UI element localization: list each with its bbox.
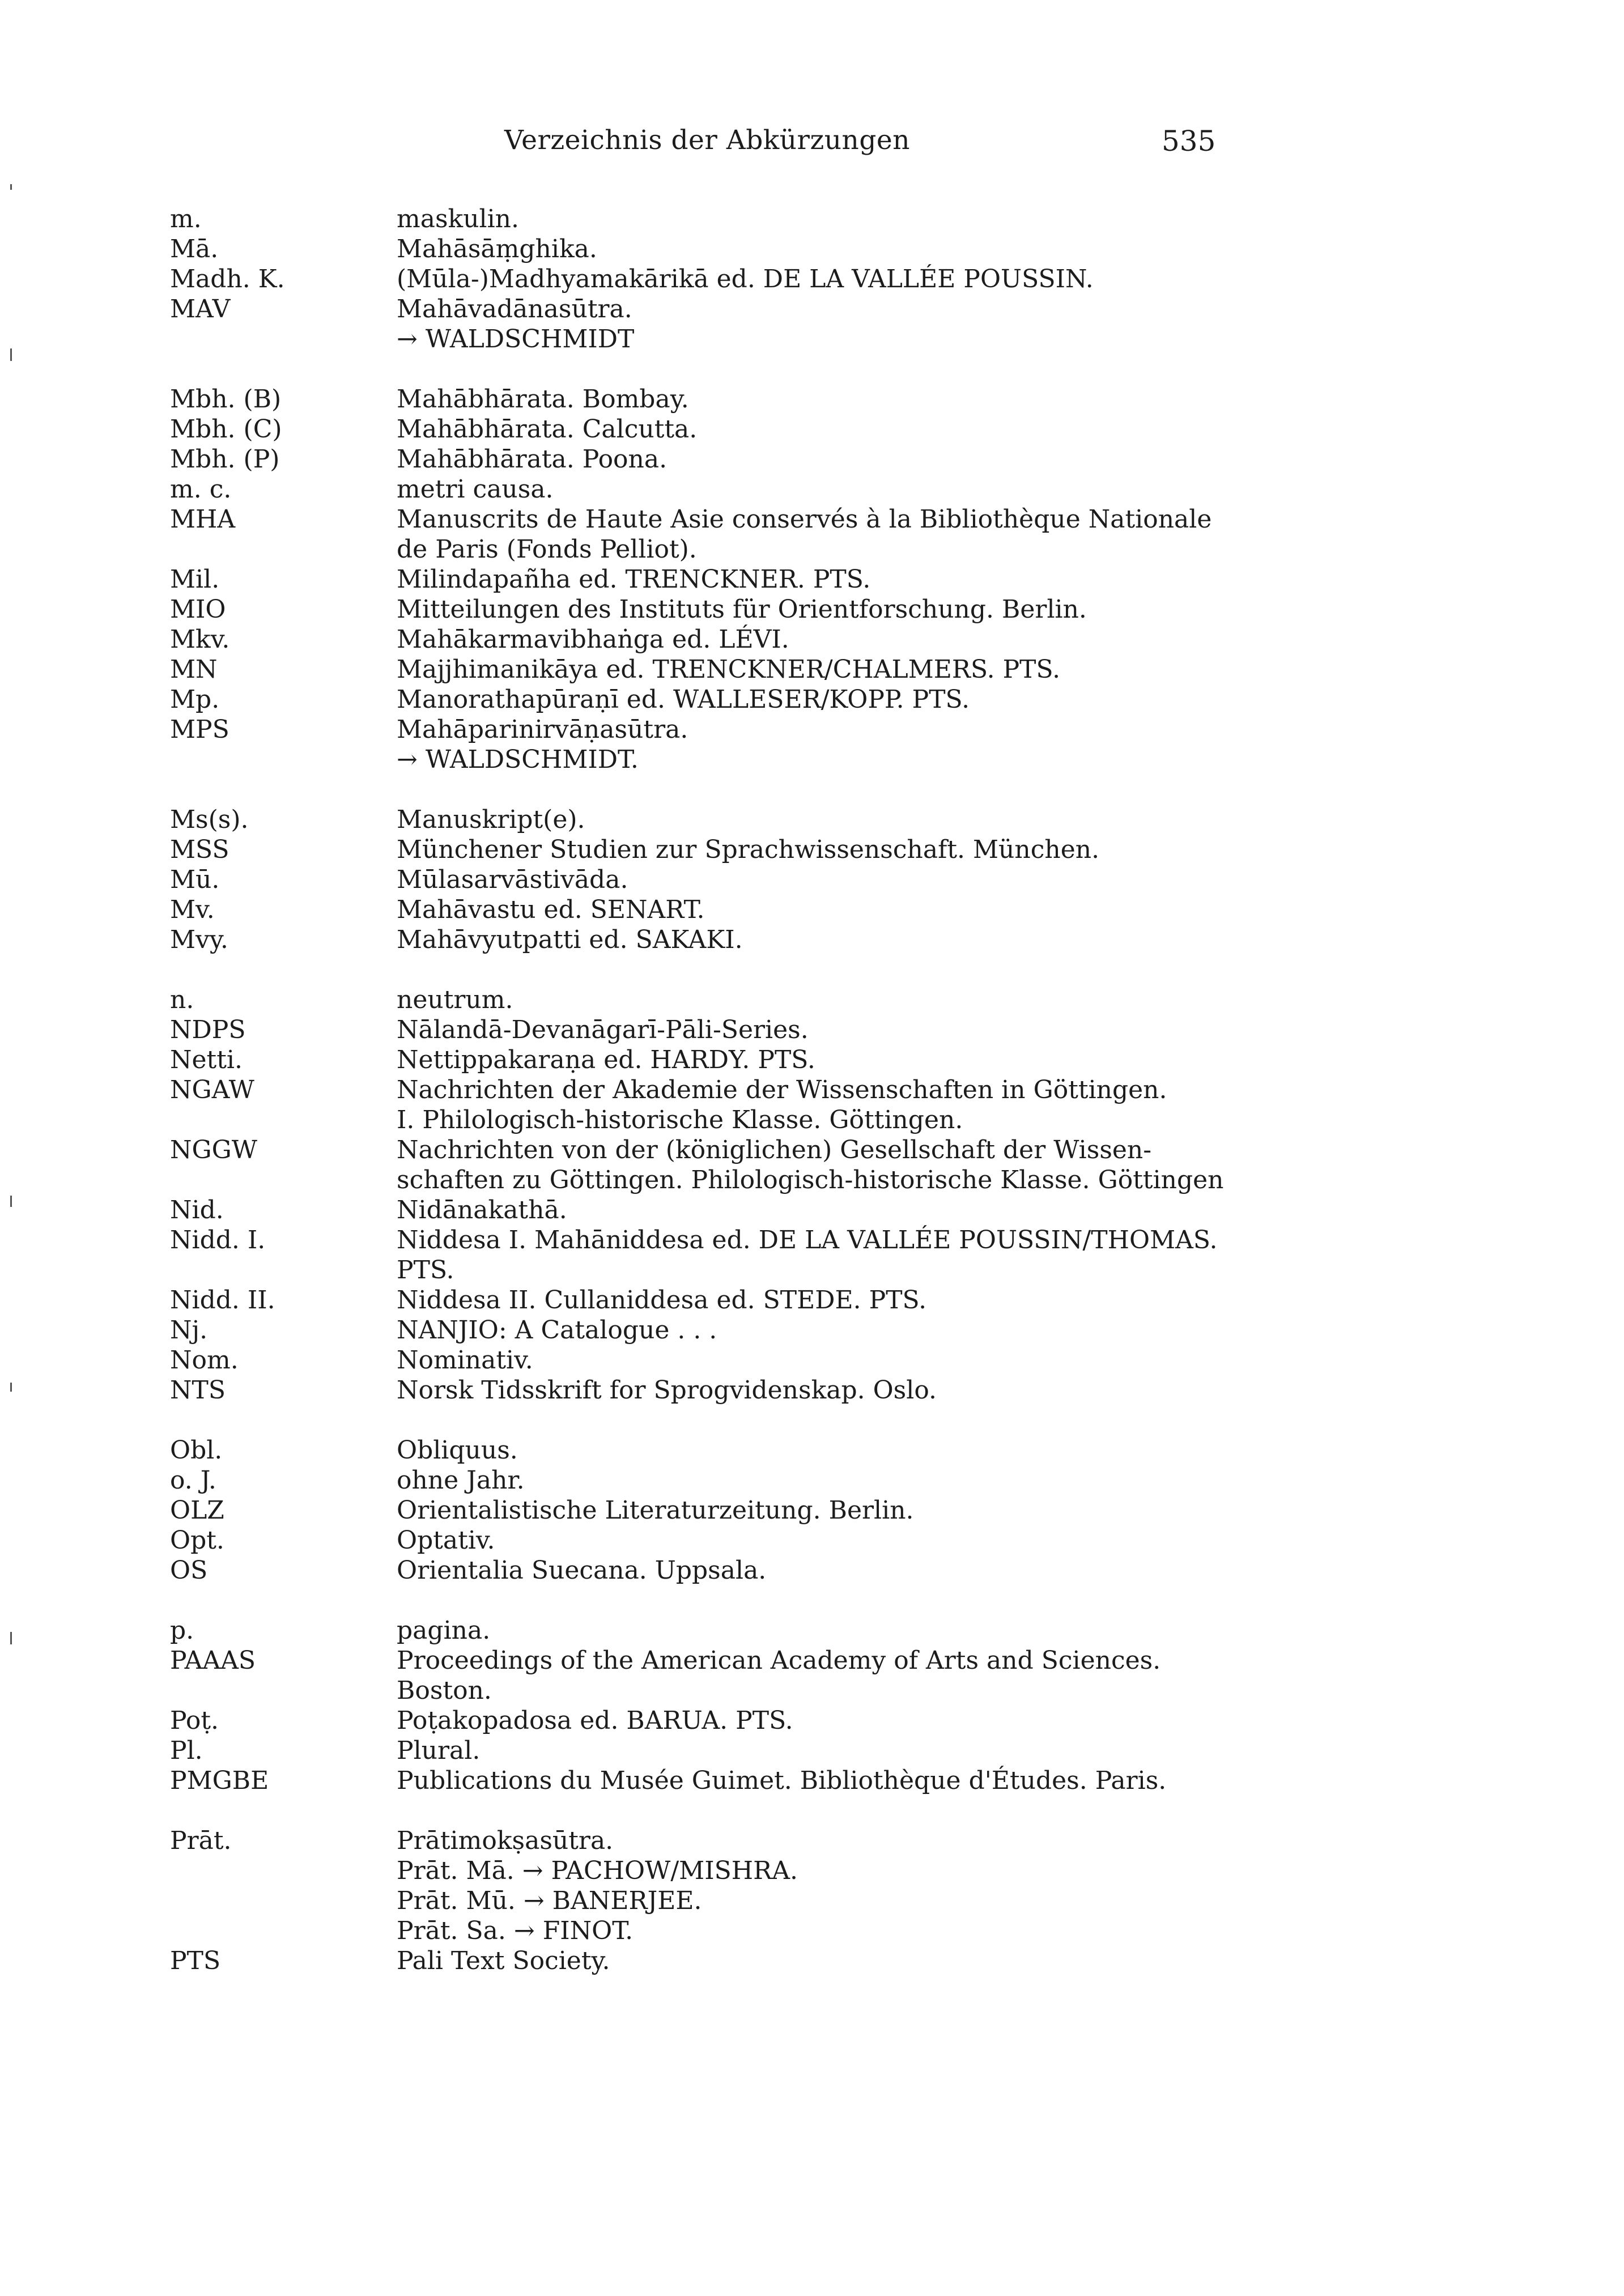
expansion-line: Prāt. Sa. → FINOT. <box>397 1916 634 1945</box>
expansion <box>397 564 1247 594</box>
running-header-title: Verzeichnis der Abkürzungen <box>504 125 910 156</box>
expansion <box>397 1615 1247 1646</box>
abbreviation: Mbh. (P) <box>170 445 280 474</box>
expansion-line: Mitteilungen des Instituts für Orientforschung. Berlin. <box>397 595 1087 624</box>
expansion-line: Nālandā-Devanāgarī-Pāli-Series. <box>397 1015 809 1044</box>
abbreviation: Opt. <box>170 1526 224 1555</box>
expansion <box>397 594 1247 624</box>
abbreviation-entry <box>170 1465 1247 1495</box>
expansion <box>397 1315 1247 1345</box>
expansion-line: Mūlasarvāstivāda. <box>397 865 628 894</box>
abbreviation-entry <box>170 1646 1247 1706</box>
margin-mark <box>10 1632 12 1644</box>
expansion <box>397 1285 1247 1315</box>
expansion <box>397 474 1247 504</box>
expansion-line: Mahābhārata. Poona. <box>397 445 668 474</box>
margin-mark <box>10 184 12 190</box>
abbreviation: Obl. <box>170 1436 223 1465</box>
expansion-line: Prāt. Mā. → PACHOW/MISHRA. <box>397 1856 798 1885</box>
abbreviation: Mkv. <box>170 625 230 654</box>
expansion <box>397 1075 1247 1135</box>
abbreviation-entry <box>170 1615 1247 1646</box>
abbreviation: Mil. <box>170 565 220 594</box>
abbreviation: Poṭ. <box>170 1706 219 1735</box>
expansion-line: Nominativ. <box>397 1346 533 1375</box>
expansion-line: Mahāvadānasūtra. <box>397 295 632 324</box>
abbreviation: Ms(s). <box>170 805 249 834</box>
expansion-line: Mahāsāṃghika. <box>397 235 597 263</box>
abbreviation: Madh. K. <box>170 265 285 294</box>
abbreviation: MPS <box>170 715 229 744</box>
abbreviation: OLZ <box>170 1496 224 1525</box>
expansion <box>397 294 1247 354</box>
expansion <box>397 384 1247 414</box>
abbreviation-entry <box>170 1946 1247 1976</box>
group-gap <box>170 1796 1247 1826</box>
expansion <box>397 985 1247 1015</box>
abbreviation-entry <box>170 684 1247 715</box>
abbreviation-entry <box>170 384 1247 414</box>
abbreviation: p. <box>170 1616 194 1645</box>
expansion <box>397 925 1247 955</box>
abbreviation-entry <box>170 1826 1247 1946</box>
expansion-line: Niddesa I. Mahāniddesa ed. DE LA VALLÉE POUSSIN/THOMAS. <box>397 1226 1218 1255</box>
expansion <box>397 624 1247 654</box>
group-gap <box>170 1405 1247 1435</box>
page-number: 535 <box>1162 125 1216 158</box>
abbreviation-entry <box>170 1075 1247 1135</box>
expansion-line: neutrum. <box>397 985 513 1014</box>
abbreviation: NTS <box>170 1376 226 1405</box>
expansion <box>397 865 1247 895</box>
expansion-line: Milindapañha ed. TRENCKNER. PTS. <box>397 565 871 594</box>
abbreviation-entry <box>170 1045 1247 1075</box>
expansion-line: Orientalistische Literaturzeitung. Berlin. <box>397 1496 914 1525</box>
abbreviation-entry <box>170 204 1247 234</box>
abbreviation-entry <box>170 234 1247 264</box>
abbreviation: Mū. <box>170 865 220 894</box>
abbreviation: Nj. <box>170 1316 208 1345</box>
expansion-line: Mahāvyutpatti ed. SAKAKI. <box>397 925 743 954</box>
abbreviation: Mv. <box>170 895 215 924</box>
expansion-line: Obliquus. <box>397 1436 518 1465</box>
abbreviation: PMGBE <box>170 1766 269 1795</box>
group-gap <box>170 775 1247 805</box>
abbreviation: MHA <box>170 505 236 534</box>
expansion-line: → WALDSCHMIDT <box>397 325 635 354</box>
abbreviation: Nid. <box>170 1196 224 1224</box>
margin-mark <box>10 1383 12 1392</box>
group-gap <box>170 354 1247 384</box>
abbreviation-entry <box>170 1375 1247 1405</box>
margin-mark <box>10 1196 12 1207</box>
abbreviation: Pl. <box>170 1736 203 1765</box>
expansion <box>397 1525 1247 1555</box>
abbreviation-entry <box>170 835 1247 865</box>
abbreviation: Mbh. (C) <box>170 415 282 444</box>
expansion-line: Nachrichten von der (königlichen) Gesellschaft der Wissen- <box>397 1136 1152 1164</box>
expansion <box>397 1766 1247 1796</box>
expansion <box>397 1135 1247 1195</box>
abbreviation-entry <box>170 474 1247 504</box>
expansion-line: Manuskript(e). <box>397 805 585 834</box>
expansion-line: Pali Text Society. <box>397 1946 610 1975</box>
abbreviation-entry <box>170 985 1247 1015</box>
expansion-line: Nettippakaraṇa ed. HARDY. PTS. <box>397 1045 815 1074</box>
expansion <box>397 414 1247 444</box>
expansion-line: Plural. <box>397 1736 481 1765</box>
expansion <box>397 654 1247 684</box>
expansion <box>397 264 1247 294</box>
abbreviation: Mp. <box>170 685 220 714</box>
abbreviation: Nom. <box>170 1346 239 1375</box>
abbreviation: MSS <box>170 835 229 864</box>
expansion-line: Mahābhārata. Calcutta. <box>397 415 698 444</box>
expansion-line: de Paris (Fonds Pelliot). <box>397 535 697 564</box>
expansion-line: Optativ. <box>397 1526 495 1555</box>
expansion <box>397 1225 1247 1285</box>
expansion <box>397 504 1247 564</box>
abbreviation-entry <box>170 1345 1247 1375</box>
expansion-line: Boston. <box>397 1676 492 1705</box>
expansion-line: I. Philologisch-historische Klasse. Göttingen. <box>397 1106 963 1134</box>
expansion-line: Majjhimanikāya ed. TRENCKNER/CHALMERS. PTS. <box>397 655 1061 684</box>
expansion-line: Nidānakathā. <box>397 1196 567 1224</box>
expansion <box>397 1555 1247 1585</box>
expansion-line: Orientalia Suecana. Uppsala. <box>397 1556 767 1585</box>
abbreviation-entry <box>170 1766 1247 1796</box>
expansion <box>397 715 1247 775</box>
expansion-line: Nachrichten der Akademie der Wissenschaften in Göttingen. <box>397 1075 1167 1104</box>
abbreviation-entry <box>170 1135 1247 1195</box>
expansion <box>397 1195 1247 1225</box>
expansion <box>397 805 1247 835</box>
abbreviation-entry <box>170 1495 1247 1525</box>
abbreviation: PAAAS <box>170 1646 256 1675</box>
abbreviation: m. c. <box>170 475 232 504</box>
expansion-line: Mahābhārata. Bombay. <box>397 385 689 414</box>
expansion-line: pagina. <box>397 1616 491 1645</box>
margin-mark <box>10 348 12 361</box>
abbreviation-entry <box>170 1225 1247 1285</box>
expansion-line: (Mūla-)Madhyamakārikā ed. DE LA VALLÉE POUSSIN. <box>397 265 1094 294</box>
expansion <box>397 1706 1247 1736</box>
expansion <box>397 1435 1247 1465</box>
abbreviation: Mā. <box>170 235 219 263</box>
abbreviation: NDPS <box>170 1015 246 1044</box>
abbreviation: Mvy. <box>170 925 228 954</box>
expansion-line: ohne Jahr. <box>397 1466 525 1495</box>
expansion-line: Prāt. Mū. → BANERJEE. <box>397 1886 702 1915</box>
expansion <box>397 1495 1247 1525</box>
abbreviation-entry <box>170 865 1247 895</box>
abbreviation-entry <box>170 805 1247 835</box>
abbreviation-entry <box>170 1525 1247 1555</box>
abbreviation-entry <box>170 1736 1247 1766</box>
abbreviation-entry <box>170 895 1247 925</box>
abbreviation: o. J. <box>170 1466 216 1495</box>
expansion <box>397 234 1247 264</box>
expansion <box>397 1646 1247 1706</box>
abbreviation: Mbh. (B) <box>170 385 282 414</box>
abbreviation-entry <box>170 1555 1247 1585</box>
abbreviation-entry <box>170 264 1247 294</box>
abbreviation-entry <box>170 1435 1247 1465</box>
expansion-line: Poṭakopadosa ed. BARUA. PTS. <box>397 1706 793 1735</box>
abbreviation-entry <box>170 444 1247 474</box>
abbreviation-entry <box>170 594 1247 624</box>
abbreviation-entry <box>170 624 1247 654</box>
abbreviation: MAV <box>170 295 231 324</box>
abbreviation-entry <box>170 925 1247 955</box>
expansion-line: Mahāparinirvāṇasūtra. <box>397 715 688 744</box>
expansion <box>397 204 1247 234</box>
expansion-line: NANJIO: A Catalogue . . . <box>397 1316 717 1345</box>
abbreviation: Nidd. II. <box>170 1286 275 1315</box>
expansion <box>397 1375 1247 1405</box>
abbreviation-entry <box>170 715 1247 775</box>
abbreviation-entry <box>170 1315 1247 1345</box>
expansion <box>397 895 1247 925</box>
expansion-line: maskulin. <box>397 205 520 233</box>
expansion <box>397 1465 1247 1495</box>
expansion-line: Mahākarmavibhaṅga ed. LÉVI. <box>397 625 789 654</box>
expansion-line: Manorathapūraṇī ed. WALLESER/KOPP. PTS. <box>397 685 970 714</box>
abbreviation: Nidd. I. <box>170 1226 266 1255</box>
abbreviation: OS <box>170 1556 208 1585</box>
abbreviation-entry <box>170 1285 1247 1315</box>
expansion-line: → WALDSCHMIDT. <box>397 745 639 774</box>
abbreviation-entry <box>170 1195 1247 1225</box>
abbreviation: MIO <box>170 595 226 624</box>
abbreviation-list <box>170 204 1247 1976</box>
abbreviation: NGGW <box>170 1136 258 1164</box>
abbreviation: Prāt. <box>170 1826 232 1855</box>
expansion <box>397 1946 1247 1976</box>
abbreviation-entry <box>170 414 1247 444</box>
expansion-line: Norsk Tidsskrift for Sprogvidenskap. Oslo. <box>397 1376 937 1405</box>
expansion-line: Münchener Studien zur Sprachwissenschaft. München. <box>397 835 1100 864</box>
group-gap <box>170 1585 1247 1615</box>
abbreviation: PTS <box>170 1946 221 1975</box>
abbreviation-entry <box>170 294 1247 354</box>
expansion-line: Manuscrits de Haute Asie conservés à la Bibliothèque Nationale <box>397 505 1212 534</box>
expansion <box>397 1826 1247 1946</box>
abbreviation-entry <box>170 654 1247 684</box>
abbreviation-entry <box>170 1015 1247 1045</box>
abbreviation: MN <box>170 655 218 684</box>
abbreviation: n. <box>170 985 194 1014</box>
expansion-line: Prātimokṣasūtra. <box>397 1826 614 1855</box>
abbreviation: Netti. <box>170 1045 243 1074</box>
expansion <box>397 1045 1247 1075</box>
expansion-line: Publications du Musée Guimet. Bibliothèque d'Études. Paris. <box>397 1766 1167 1795</box>
expansion <box>397 1015 1247 1045</box>
group-gap <box>170 955 1247 985</box>
expansion <box>397 444 1247 474</box>
expansion-line: Mahāvastu ed. SENART. <box>397 895 705 924</box>
expansion <box>397 1736 1247 1766</box>
expansion <box>397 1345 1247 1375</box>
expansion-line: Niddesa II. Cullaniddesa ed. STEDE. PTS. <box>397 1286 927 1315</box>
abbreviation: NGAW <box>170 1075 254 1104</box>
abbreviation-entry <box>170 1706 1247 1736</box>
abbreviation-entry <box>170 504 1247 564</box>
expansion <box>397 835 1247 865</box>
expansion-line: schaften zu Göttingen. Philologisch-historische Klasse. Göttingen <box>397 1166 1224 1194</box>
expansion-line: Proceedings of the American Academy of Arts and Sciences. <box>397 1646 1161 1675</box>
abbreviation: m. <box>170 205 202 233</box>
expansion <box>397 684 1247 715</box>
abbreviation-entry <box>170 564 1247 594</box>
expansion-line: PTS. <box>397 1256 454 1285</box>
expansion-line: metri causa. <box>397 475 554 504</box>
